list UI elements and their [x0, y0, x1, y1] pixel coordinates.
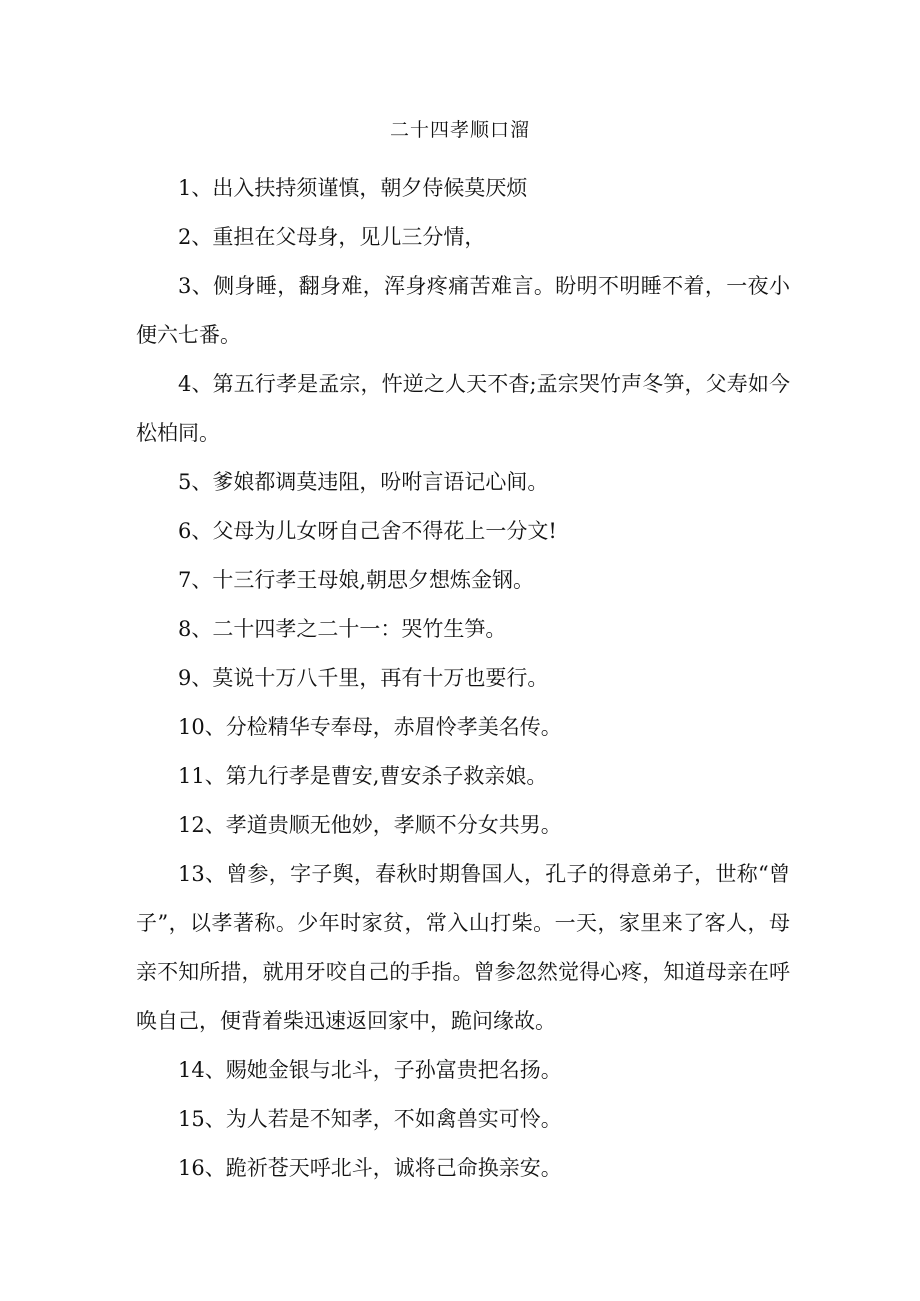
list-item: 6、父母为儿女呀自己舍不得花上一分文!	[178, 519, 557, 543]
list-item: 16、跪祈苍天呼北斗，诚将己命换亲安。	[178, 1156, 562, 1180]
list-item: 14、赐她金银与北斗，子孙富贵把名扬。	[178, 1058, 562, 1082]
item-list	[136, 164, 790, 1193]
list-item: 10、分检精华专奉母，赤眉怜孝美名传。	[178, 715, 562, 739]
list-item: 1、出入扶持须谨慎，朝夕侍候莫厌烦	[178, 176, 528, 200]
list-item: 13、曾参，字子舆，春秋时期鲁国人，孔子的得意弟子，世称“曾子”，以孝著称。少年时家贫，常入山打柴。一天，家里来了客人，母亲不知所措，就用牙咬自己的手指。曾参忽然觉得心疼，知道母亲在呼唤自己，便背着柴迅速返回家中，跪问缘故。	[136, 862, 790, 1033]
document-title: 二十四孝顺口溜	[389, 119, 530, 141]
list-item: 2、重担在父母身，见儿三分情，	[178, 225, 486, 249]
list-item: 3、侧身睡，翻身难，浑身疼痛苦难言。盼明不明睡不着，一夜小便六七番。	[136, 274, 790, 347]
list-item: 12、孝道贵顺无他妙，孝顺不分女共男。	[178, 813, 562, 837]
list-item: 15、为人若是不知孝，不如禽兽实可怜。	[178, 1107, 562, 1131]
list-item: 9、莫说十万八千里，再有十万也要行。	[178, 666, 549, 690]
list-item: 4、第五行孝是孟宗，忤逆之人天不杳;孟宗哭竹声冬笋，父寿如今松柏同。	[136, 372, 790, 445]
list-item: 7、十三行孝王母娘,朝思夕想炼金钢。	[178, 568, 535, 592]
list-item: 11、第九行孝是曹安,曹安杀子救亲娘。	[178, 764, 548, 788]
list-item: 8、二十四孝之二十一：哭竹生笋。	[178, 617, 507, 641]
list-item: 5、爹娘都调莫违阻，吩咐言语记心间。	[178, 470, 549, 494]
